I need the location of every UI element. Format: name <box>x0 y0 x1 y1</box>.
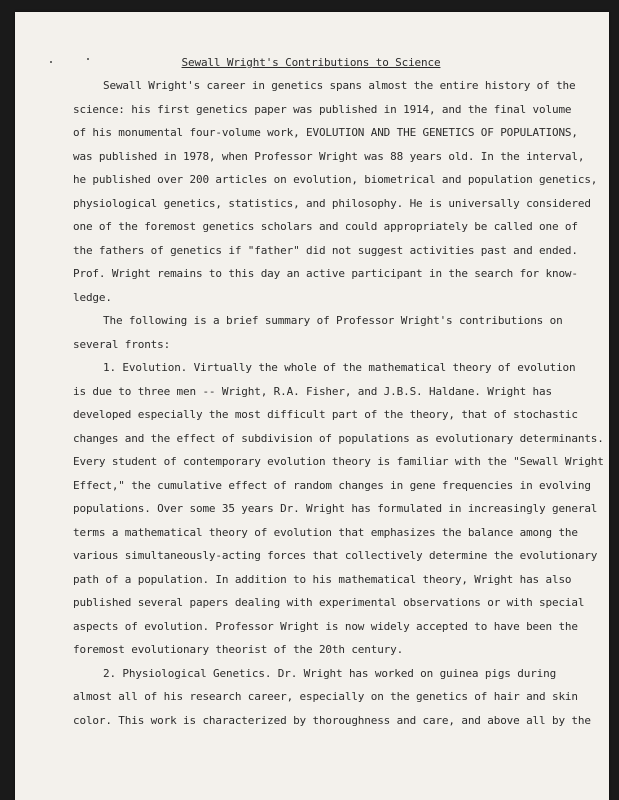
text-line: Effect," the cumulative effect of random changes in gene frequencies in evolving <box>73 478 591 492</box>
paragraph <box>73 662 591 733</box>
text-line: the fathers of genetics if "father" did not suggest activities past and ended. <box>73 243 578 257</box>
text-line: was published in 1978, when Professor Wright was 88 years old. In the interval, <box>73 149 585 163</box>
text-line: various simultaneously-acting forces that collectively determine the evolutionary <box>73 549 598 562</box>
text-line: 2. Physiological Genetics. Dr. Wright has worked on guinea pigs during <box>103 666 557 680</box>
text-line: terms a mathematical theory of evolution that emphasizes the balance among the <box>73 525 578 539</box>
text-line: several fronts: <box>73 337 171 351</box>
text-line: changes and the effect of subdivision of populations as evolutionary determinants. <box>73 431 604 445</box>
text-line: is due to three men -- Wright, R.A. Fisher, and J.B.S. Haldane. Wright has <box>73 384 552 398</box>
text-line: Sewall Wright's career in genetics spans almost the entire history of the <box>103 79 576 92</box>
text-line: of his monumental four-volume work, EVOLUTION AND THE GENETICS OF POPULATIONS, <box>73 126 578 139</box>
text-line: path of a population. In addition to his mathematical theory, Wright has also <box>73 572 572 586</box>
text-line: developed especially the most difficult part of the theory, that of stochastic <box>73 408 578 421</box>
text-line: published several papers dealing with experimental observations or with special <box>73 596 585 609</box>
text-line: 1. Evolution. Virtually the whole of the mathematical theory of evolution <box>103 361 576 374</box>
paragraphs <box>73 74 604 732</box>
text-line: science: his first genetics paper was published in 1914, and the final volume <box>73 102 572 116</box>
document-body <box>73 52 604 732</box>
document-page <box>15 12 609 800</box>
text-line: Every student of contemporary evolution theory is familiar with the "Sewall Wright <box>73 455 604 468</box>
text-line: aspects of evolution. Professor Wright is now widely accepted to have been the <box>73 619 578 633</box>
text-line: physiological genetics, statistics, and philosophy. He is universally considered <box>73 196 591 210</box>
text-line: almost all of his research career, especially on the genetics of hair and skin <box>73 690 578 703</box>
text-line: foremost evolutionary theorist of the 20th century. <box>73 643 404 656</box>
text-line: populations. Over some 35 years Dr. Wright has formulated in increasingly general <box>73 502 598 515</box>
text-line: The following is a brief summary of Professor Wright's contributions on <box>103 314 563 327</box>
paragraph <box>73 74 598 309</box>
document-title: Sewall Wright's Contributions to Science <box>181 56 441 69</box>
stray-mark <box>50 61 52 63</box>
paragraph <box>73 356 604 662</box>
text-line: he published over 200 articles on evolution, biometrical and population genetics, <box>73 173 598 186</box>
text-line: color. This work is characterized by thoroughness and care, and above all by the <box>73 713 591 727</box>
text-line: ledge. <box>73 290 112 304</box>
paragraph <box>73 309 563 356</box>
text-line: one of the foremost genetics scholars and could appropriately be called one of <box>73 220 578 233</box>
text-line: Prof. Wright remains to this day an active participant in the search for know- <box>73 267 578 280</box>
